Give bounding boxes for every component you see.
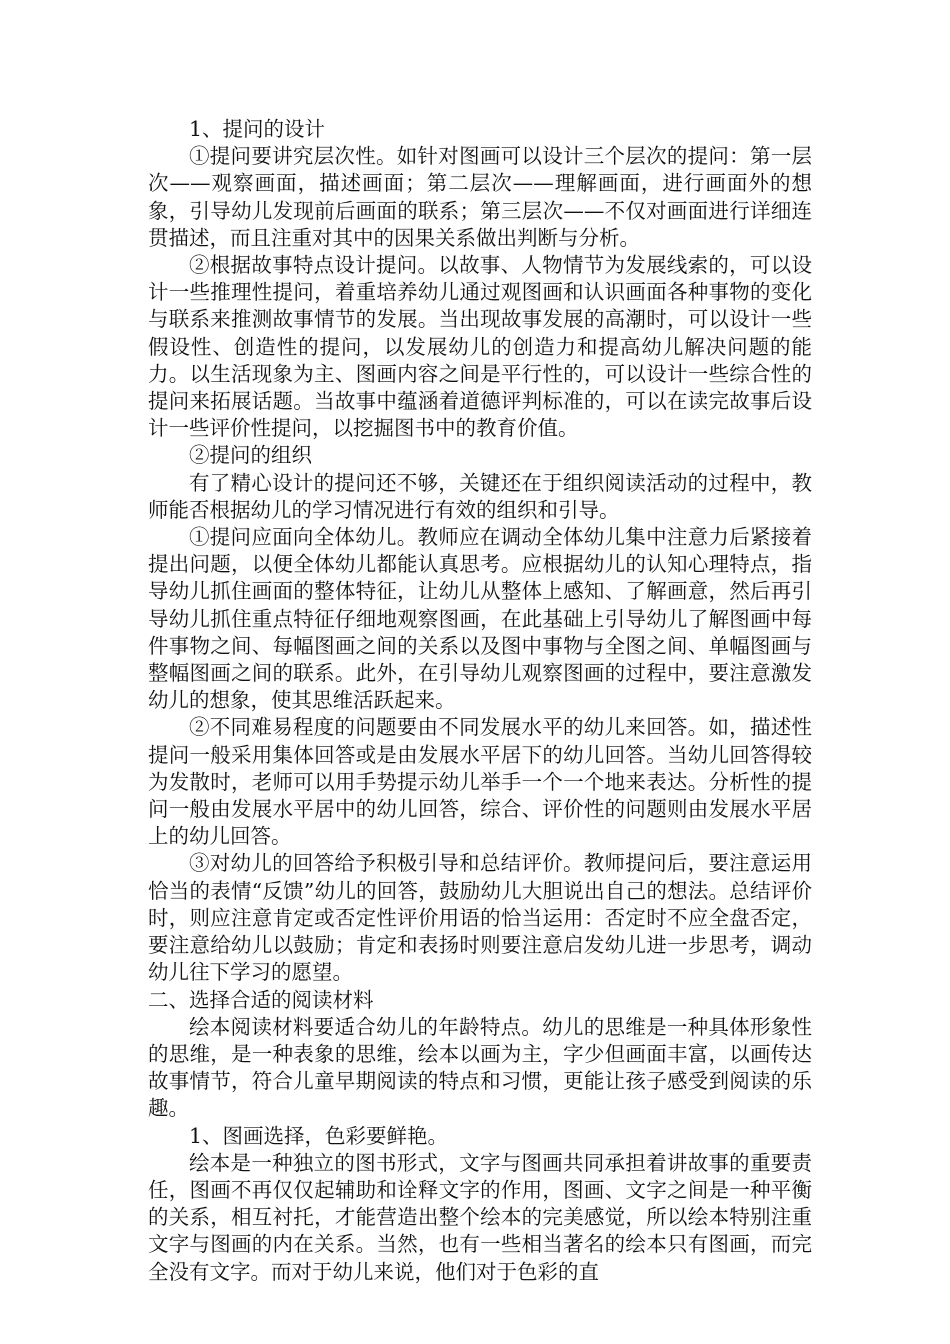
paragraph-whole-class: ①提问应面向全体幼儿。教师应在调动全体幼儿集中注意力后紧接着提出问题，以便全体幼儿都能认真思考。应根据幼儿的认知心理特点，指导幼儿抓住画面的整体特征，让幼儿从整体上感知、了解画意，然后再引导幼儿抓住重点特征仔细地观察图画，在此基础上引导幼儿了解图画中每件事物之间、每幅图画之间的关系以及图中事物与全图之间、单幅图画与整幅图画之间的联系。此外，在引导幼儿观察图画的过程中，要注意激发幼儿的想象，使其思维活跃起来。: [148, 525, 812, 713]
paragraph-organization-intro: 有了精心设计的提问还不够，关键还在于组织阅读活动的过程中，教师能否根据幼儿的学习情况进行有效的组织和引导。: [148, 470, 812, 522]
paragraph-feedback-evaluation: ③对幼儿的回答给予积极引导和总结评价。教师提问后，要注意运用恰当的表情“反馈”幼儿的回答，鼓励幼儿大胆说出自己的想法。总结评价时，则应注意肯定或否定性评价用语的恰当运用：否定时不应全盘否定，要注意给幼儿以鼓励；肯定和表扬时则要注意启发幼儿进一步思考，调动幼儿往下学习的愿望。: [148, 851, 812, 985]
paragraph-story-based-questions: ②根据故事特点设计提问。以故事、人物情节为发展线索的，可以设计一些推理性提问，着重培养幼儿通过观图画和认识画面各种事物的变化与联系来推测故事情节的发展。当出现故事发展的高潮时，可以设计一些假设性、创造性的提问，以发展幼儿的创造力和提高幼儿解决问题的能力。以生活现象为主、图画内容之间是平行性的，可以设计一些综合性的提问来拓展话题。当故事中蕴涵着道德评判标准的，可以在读完故事后设计一些评价性提问，以挖掘图书中的教育价值。: [148, 253, 812, 441]
paragraph-question-levels: ①提问要讲究层次性。如针对图画可以设计三个层次的提问：第一层次——观察画面，描述画面；第二层次——理解画面，进行画面外的想象，引导幼儿发现前后画面的联系；第三层次——不仅对画面进行详细连贯描述，而且注重对其中的因果关系做出判断与分析。: [148, 144, 812, 250]
document-page: [148, 116, 812, 1286]
paragraph-difficulty-levels: ②不同难易程度的问题要由不同发展水平的幼儿来回答。如，描述性提问一般采用集体回答或是由发展水平居下的幼儿回答。当幼儿回答得较为发散时，老师可以用手势提示幼儿举手一个一个地来表达。分析性的提问一般由发展水平居中的幼儿回答，综合、评价性的问题则由发展水平居上的幼儿回答。: [148, 715, 812, 849]
section-heading-question-design: 1、提问的设计: [189, 117, 326, 141]
paragraph-picture-book-form: 绘本是一种独立的图书形式，文字与图画共同承担着讲故事的重要责任，图画不再仅仅起辅助和诠释文字的作用，图画、文字之间是一种平衡的关系，相互衬托，才能营造出整个绘本的完美感觉，所以绘本特别注重文字与图画的内在关系。当然，也有一些相当著名的绘本只有图画，而完全没有文字。而对于幼儿来说，他们对于色彩的直: [148, 1150, 812, 1284]
section-heading-question-organization: ②提问的组织: [189, 443, 312, 468]
paragraph-materials-age: 绘本阅读材料要适合幼儿的年龄特点。幼儿的思维是一种具体形象性的思维，是一种表象的思维，绘本以画为主，字少但画面丰富，以画传达故事情节，符合儿童早期阅读的特点和习惯，更能让孩子感受到阅读的乐趣。: [148, 1014, 812, 1121]
section-heading-picture-selection: 1、图画选择，色彩要鲜艳。: [189, 1123, 449, 1148]
section-heading-reading-materials: 二、选择合适的阅读材料: [148, 987, 374, 1012]
